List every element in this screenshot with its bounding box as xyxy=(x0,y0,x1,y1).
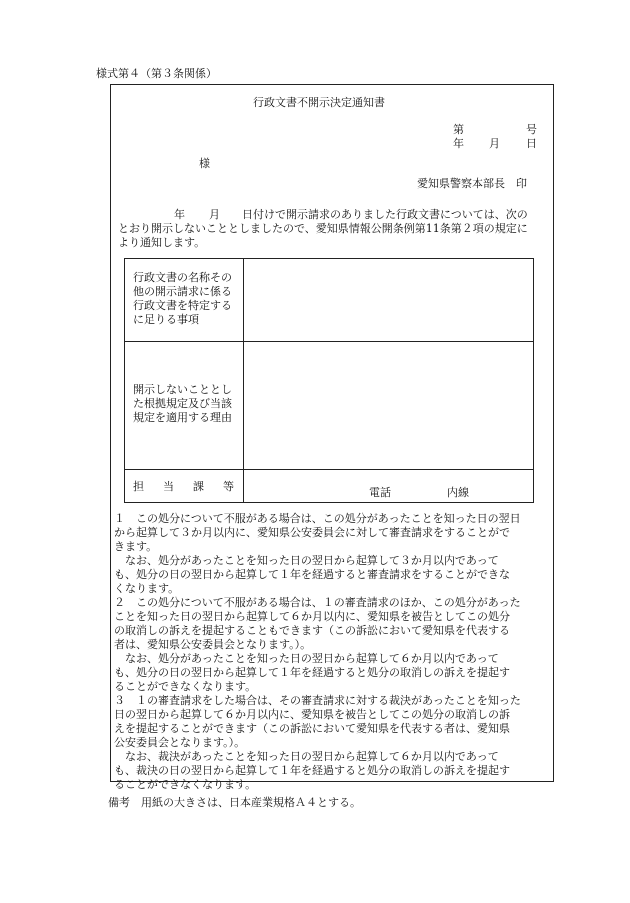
note-line: から起算して３か月以内に、愛知県公安委員会に対して審査請求をすることがで xyxy=(114,526,510,539)
date-month-label: 月 xyxy=(489,137,500,150)
date-year-label: 年 xyxy=(453,137,464,150)
date-day-label: 日 xyxy=(526,137,537,150)
note-line: ることができなくなります。 xyxy=(114,680,257,693)
note-line: えを提起することができます（この訴訟において愛知県を代表する者は、愛知県 xyxy=(114,722,510,735)
intro-paragraph xyxy=(118,208,544,250)
department-label: 担 当 課 等 xyxy=(133,480,234,493)
note-line: 者は、愛知県公安委員会となります。）。 xyxy=(114,638,312,651)
intro-year: 年 xyxy=(174,208,185,221)
note-line: きます。 xyxy=(114,540,158,553)
nondisclosure-reason-label: 開示しないこととし た根拠規定及び当該 規定を適用する理由 xyxy=(133,383,232,424)
intro-text-line3: より通知します。 xyxy=(118,236,206,249)
note-line: も、処分の日の翌日から起算して１年を経過すると処分の取消しの訴えを提起す xyxy=(114,666,510,679)
note-line: くなります。 xyxy=(114,582,180,595)
note-line: の取消しの訴えを提起することもできます（この訴訟において愛知県を代表する xyxy=(114,624,510,637)
note-line: も、裁決の日の翌日から起算して１年を経過すると処分の取消しの訴えを提起す xyxy=(114,764,510,777)
note-line: ことを知った日の翌日から起算して６か月以内に、愛知県を被告としてこの処分 xyxy=(114,610,510,623)
table-column-divider xyxy=(243,259,244,502)
note-line: 日の翌日から起算して６か月以内に、愛知県を被告としてこの処分の取消しの訴 xyxy=(114,708,510,721)
note-line: ３ １の審査請求をした場合は、その審査請求に対する裁決があったことを知った xyxy=(114,694,521,707)
extension-label: 内線 xyxy=(447,486,469,499)
note-line: １ この処分について不服がある場合は、この処分があったことを知った日の翌日 xyxy=(114,512,521,525)
form-number-label: 様式第４（第３条関係） xyxy=(96,67,217,80)
note-line: も、処分の日の翌日から起算して１年を経過すると審査請求をすることができな xyxy=(114,568,510,581)
document-number-suffix: 号 xyxy=(526,123,537,136)
note-line: なお、処分があったことを知った日の翌日から起算して６か月以内であって xyxy=(114,652,499,665)
document-name-label: 行政文書の名称その 他の開示請求に係る 行政文書を特定する に足りる事項 xyxy=(133,271,232,326)
decision-info-table xyxy=(124,258,534,503)
note-line: ２ この処分について不服がある場合は、１の審査請求のほか、この処分があった xyxy=(114,596,521,609)
appeal-notes xyxy=(114,512,552,792)
telephone-label: 電話 xyxy=(369,486,391,499)
addressee-honorific: 様 xyxy=(199,157,210,170)
intro-text-line1: 日付けで開示請求のありました行政文書については、次の xyxy=(242,208,528,221)
remark-note: 備考 用紙の大きさは、日本産業規格Ａ４とする。 xyxy=(108,796,361,809)
document-title: 行政文書不開示決定通知書 xyxy=(253,96,385,109)
table-row-divider xyxy=(125,469,533,470)
note-line: なお、処分があったことを知った日の翌日から起算して３か月以内であって xyxy=(114,554,499,567)
table-row-divider xyxy=(125,341,533,342)
note-line: ることができなくなります。 xyxy=(114,778,257,791)
intro-text-line2: とおり開示しないこととしましたので、愛知県情報公開条例第11条第２項の規定に xyxy=(118,222,528,235)
note-line: なお、裁決があったことを知った日の翌日から起算して６か月以内であって xyxy=(114,750,499,763)
document-number-prefix: 第 xyxy=(453,123,464,136)
intro-month: 月 xyxy=(209,208,220,221)
note-line: 公安委員会となります。）。 xyxy=(114,736,246,749)
issuer-signature: 愛知県警察本部長 印 xyxy=(417,177,527,190)
